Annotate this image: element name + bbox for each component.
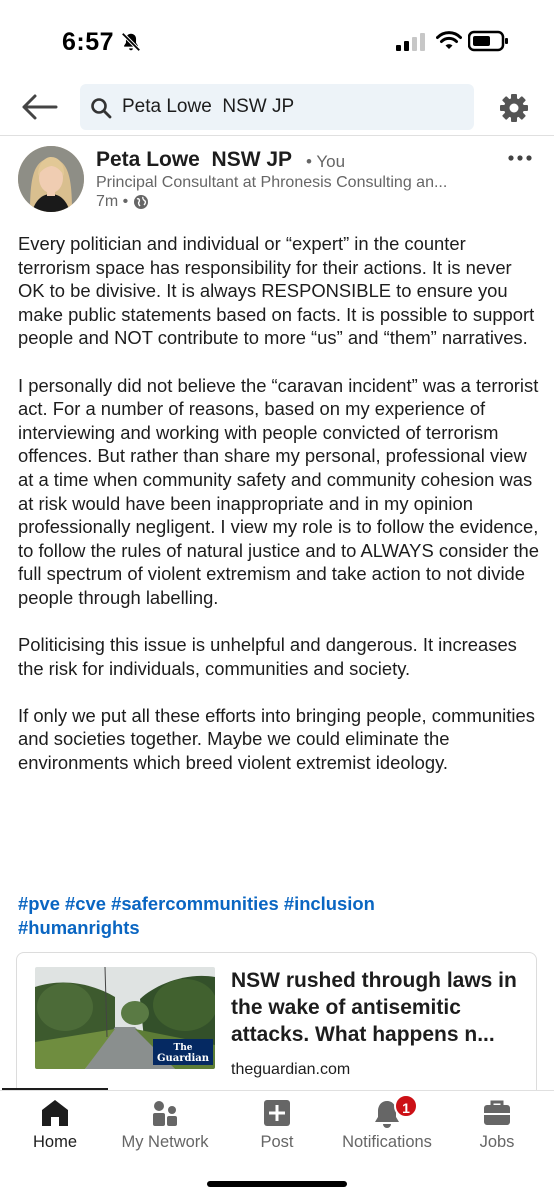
globe-icon [133,194,149,210]
more-options-icon[interactable] [506,148,534,168]
nav-my-network-label: My Network [121,1133,209,1151]
hashtag-humanrights[interactable]: #humanrights [18,916,140,938]
hashtag-pve[interactable]: #pve [18,893,60,914]
post-paragraph: I personally did not believe the “caravan incident” was a terrorist act. For a number of reasons, based on my experience of interviewing and working with people convicted of terrorism offences. But rather than share my personal, professional view at a time when community safety and community cohesion was at risk would have been inappropriate and in my opinion professionally negligent. I view my role is to follow the evidence, to follow the rules of natural justice and to ALWAYS consider the full spectrum of violent extremism and take action to not divide people through labelling. [18,374,540,608]
hashtag-cve[interactable]: #cve [65,893,106,914]
search-query-text: Peta Lowe NSW JP [122,96,295,117]
article-link-card[interactable] [16,952,537,1092]
hashtag-inclusion[interactable]: #inclusion [283,893,375,914]
post-paragraph: If only we put all these efforts into bringing people, communities and societies together. Maybe we could eliminate the environments which breed violent extremist ideology. [18,704,535,774]
notification-badge: 1 [394,1094,418,1118]
post-icon [261,1097,293,1129]
post-meta [96,193,149,211]
search-icon [90,97,112,119]
author-relation: • You [306,152,346,171]
post-paragraph: Every politician and individual or “expert” in the counter terrorism space has responsibility for their actions. It is never OK to be divisive. It is always RESPONSIBLE to ensure you make public statements based on facts. It is possible to support people and NOT contribute to more “us” and “them” narratives. [18,233,535,349]
briefcase-icon [481,1097,513,1129]
guardian-logo: The [173,1043,193,1053]
hashtag-list [18,892,538,939]
battery-icon [468,30,510,52]
wifi-icon [436,30,462,52]
status-bar [0,0,554,80]
nav-home-label: Home [32,1133,77,1151]
nav-my-network[interactable] [110,1091,220,1161]
nav-post[interactable] [222,1091,332,1161]
nav-post-label: Post [260,1133,294,1151]
bell-slash-icon [120,31,142,53]
nav-notifications[interactable] [332,1091,442,1161]
article-thumbnail [35,967,215,1069]
network-icon [149,1097,181,1129]
back-arrow-icon[interactable] [20,92,58,122]
nav-jobs[interactable] [442,1091,552,1161]
article-title: NSW rushed through laws in the wake of antisemitic attacks. What happens n... [231,969,517,1046]
cellular-signal-icon [396,33,426,51]
search-header [0,80,554,136]
home-indicator-bar [207,1181,347,1187]
post-age: 7m • [96,193,129,210]
nav-notifications-label: Notifications [342,1133,432,1151]
post-body [18,232,540,798]
profile-photo [18,146,84,212]
article-source: theguardian.com [231,1061,351,1078]
road-photo [35,967,215,1069]
author-name[interactable]: Peta Lowe NSW JP [96,148,293,171]
nav-home[interactable] [0,1091,110,1161]
gear-icon[interactable] [498,92,530,124]
post-paragraph: Politicising this issue is unhelpful and dangerous. It increases the risk for individuals, communities and society. [18,634,517,679]
avatar[interactable] [18,146,84,212]
status-time: 6:57 [62,28,115,56]
search-input[interactable] [80,84,474,130]
author-headline: Principal Consultant at Phronesis Consulting an... [96,174,448,191]
home-icon [39,1097,71,1129]
hashtag-safercommunities[interactable]: #safercommunities [111,893,279,914]
nav-jobs-label: Jobs [479,1133,515,1151]
guardian-logo-line2: Guardian [156,1053,210,1064]
